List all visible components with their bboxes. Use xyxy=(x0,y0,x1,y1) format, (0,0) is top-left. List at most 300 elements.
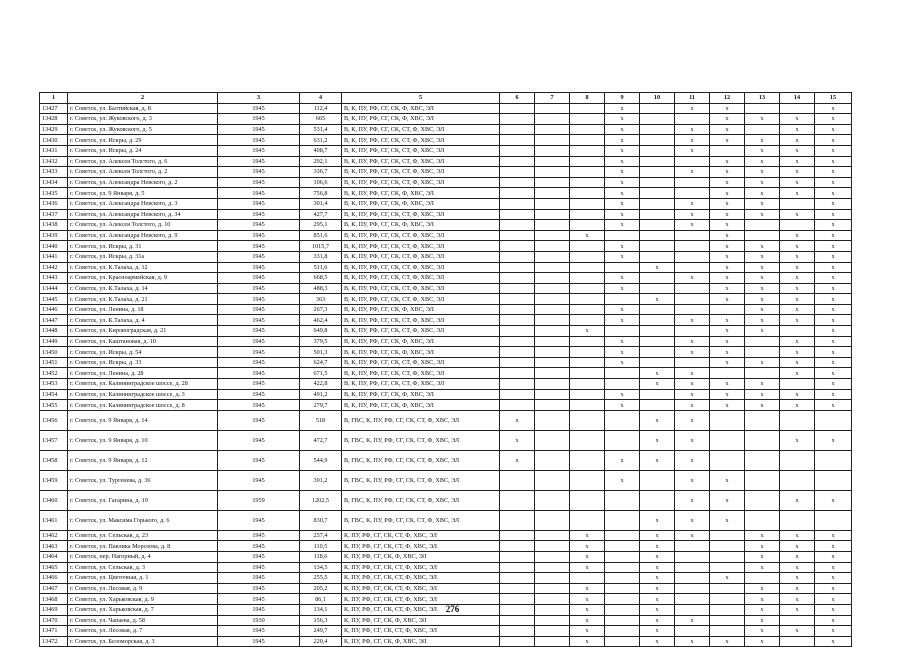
mark-cell-col-13: x xyxy=(745,304,780,315)
mark-cell-col-8 xyxy=(570,209,605,220)
mark-cell-col-7 xyxy=(535,156,570,167)
mark-cell-col-8 xyxy=(570,177,605,188)
elements-cell: В, К, ПУ, РФ, СГ, СК, СТ, Ф, ХВС, ЭЛ xyxy=(342,241,500,252)
mark-cell-col-12: x xyxy=(710,389,745,400)
mark-cell-col-7 xyxy=(535,510,570,530)
elements-cell: В, К, ПУ, РФ, СГ, СК, СТ, Ф, ХВС, ЭЛ xyxy=(342,368,500,379)
area-cell: 665 xyxy=(300,114,342,125)
elements-cell: К, ПУ, РФ, СГ, СК, Ф, ХВС, ЭЛ xyxy=(342,636,500,647)
mark-cell-col-9: x xyxy=(605,315,640,326)
mark-cell-col-6 xyxy=(500,510,535,530)
address-cell: г. Советск, ул. Цветочная, д. 1 xyxy=(68,573,218,584)
year-cell: 1945 xyxy=(218,573,300,584)
table-body xyxy=(40,103,852,647)
mark-cell-col-6: x xyxy=(500,450,535,470)
mark-cell-col-9 xyxy=(605,530,640,541)
mark-cell-col-12: x xyxy=(710,241,745,252)
column-header-6: 6 xyxy=(500,93,535,104)
year-cell: 1945 xyxy=(218,379,300,390)
mark-cell-col-10: x xyxy=(640,552,675,563)
mark-cell-col-7 xyxy=(535,124,570,135)
mark-cell-col-15: x xyxy=(815,583,852,594)
table-row xyxy=(40,470,852,490)
mark-cell-col-14 xyxy=(780,410,815,430)
mark-cell-col-6 xyxy=(500,135,535,146)
year-cell: 1945 xyxy=(218,198,300,209)
mark-cell-col-7 xyxy=(535,209,570,220)
column-header-9: 9 xyxy=(605,93,640,104)
mark-cell-col-8 xyxy=(570,283,605,294)
mark-cell-col-10 xyxy=(640,114,675,125)
mark-cell-col-12 xyxy=(710,430,745,450)
area-cell: 257,4 xyxy=(300,530,342,541)
mark-cell-col-15: x xyxy=(815,573,852,584)
mark-cell-col-7 xyxy=(535,273,570,284)
mark-cell-col-9 xyxy=(605,490,640,510)
address-cell: г. Советск, ул. К.Талаха, д. 14 xyxy=(68,283,218,294)
mark-cell-col-14: x xyxy=(780,604,815,615)
mark-cell-col-13: x xyxy=(745,156,780,167)
mark-cell-col-14 xyxy=(780,326,815,337)
mark-cell-col-12: x xyxy=(710,315,745,326)
address-cell: г. Советск, ул. Алексея Толстого, д. 6 xyxy=(68,156,218,167)
year-cell: 1945 xyxy=(218,220,300,231)
address-cell: г. Советск, ул. Тургенева, д. 36 xyxy=(68,470,218,490)
mark-cell-col-9 xyxy=(605,262,640,273)
column-header-8: 8 xyxy=(570,93,605,104)
mark-cell-col-8 xyxy=(570,241,605,252)
address-cell: г. Советск, ул. Лесовая, д. 9 xyxy=(68,583,218,594)
mark-cell-col-15: x xyxy=(815,530,852,541)
mark-cell-col-9 xyxy=(605,615,640,626)
table-row xyxy=(40,167,852,178)
mark-cell-col-12: x xyxy=(710,156,745,167)
elements-cell: В, К, ПУ, РФ, СГ, СК, СТ, Ф, ХВС, ЭЛ xyxy=(342,379,500,390)
row-id: 13467 xyxy=(40,583,68,594)
mark-cell-col-8 xyxy=(570,450,605,470)
mark-cell-col-10 xyxy=(640,188,675,199)
mark-cell-col-8: x xyxy=(570,541,605,552)
elements-cell: В, К, ПУ, РФ, СГ, СК, Ф, ХВС, ЭЛ xyxy=(342,114,500,125)
mark-cell-col-6 xyxy=(500,594,535,605)
mark-cell-col-13: x xyxy=(745,177,780,188)
elements-cell: В, ГВС, К, ПУ, РФ, СГ, СК, СТ, Ф, ХВС, ЭЛ xyxy=(342,410,500,430)
mark-cell-col-7 xyxy=(535,389,570,400)
mark-cell-col-7 xyxy=(535,573,570,584)
mark-cell-col-13 xyxy=(745,573,780,584)
mark-cell-col-15: x xyxy=(815,636,852,647)
mark-cell-col-11: x xyxy=(675,273,710,284)
mark-cell-col-10 xyxy=(640,400,675,411)
address-cell: г. Советск, ул. Беломорская, д. 3 xyxy=(68,636,218,647)
elements-cell: В, ГВС, К, ПУ, РФ, СГ, СК, СТ, Ф, ХВС, ЭЛ xyxy=(342,510,500,530)
address-cell: г. Советск, ул. К.Талаха, д. 21 xyxy=(68,294,218,305)
mark-cell-col-12: x xyxy=(710,636,745,647)
mark-cell-col-15: x xyxy=(815,400,852,411)
mark-cell-col-7 xyxy=(535,198,570,209)
mark-cell-col-12: x xyxy=(710,400,745,411)
mark-cell-col-6 xyxy=(500,124,535,135)
mark-cell-col-12: x xyxy=(710,103,745,114)
mark-cell-col-10 xyxy=(640,220,675,231)
year-cell: 1945 xyxy=(218,145,300,156)
mark-cell-col-10 xyxy=(640,470,675,490)
mark-cell-col-15: x xyxy=(815,188,852,199)
mark-cell-col-8 xyxy=(570,156,605,167)
mark-cell-col-8 xyxy=(570,135,605,146)
elements-cell: К, ПУ, РФ, СГ, СК, СТ, Ф, ХВС, ЭЛ xyxy=(342,604,500,615)
year-cell: 1945 xyxy=(218,530,300,541)
mark-cell-col-11: x xyxy=(675,145,710,156)
mark-cell-col-14: x xyxy=(780,400,815,411)
year-cell: 1945 xyxy=(218,156,300,167)
mark-cell-col-14 xyxy=(780,470,815,490)
mark-cell-col-11: x xyxy=(675,510,710,530)
year-cell: 1945 xyxy=(218,135,300,146)
mark-cell-col-15: x xyxy=(815,626,852,637)
mark-cell-col-6 xyxy=(500,347,535,358)
mark-cell-col-9: x xyxy=(605,145,640,156)
mark-cell-col-15: x xyxy=(815,273,852,284)
elements-cell: В, К, ПУ, РФ, СГ, СК, СТ, Ф, ХВС, ЭЛ xyxy=(342,209,500,220)
mark-cell-col-10: x xyxy=(640,541,675,552)
mark-cell-col-14: x xyxy=(780,430,815,450)
mark-cell-col-10 xyxy=(640,209,675,220)
mark-cell-col-11 xyxy=(675,114,710,125)
area-cell: 462,4 xyxy=(300,315,342,326)
mark-cell-col-13 xyxy=(745,347,780,358)
mark-cell-col-8: x xyxy=(570,583,605,594)
year-cell: 1945 xyxy=(218,400,300,411)
year-cell: 1945 xyxy=(218,562,300,573)
year-cell: 1945 xyxy=(218,294,300,305)
mark-cell-col-12 xyxy=(710,368,745,379)
mark-cell-col-7 xyxy=(535,220,570,231)
mark-cell-col-13 xyxy=(745,490,780,510)
mark-cell-col-9 xyxy=(605,368,640,379)
area-cell: 112,4 xyxy=(300,103,342,114)
mark-cell-col-7 xyxy=(535,188,570,199)
mark-cell-col-9: x xyxy=(605,156,640,167)
mark-cell-col-10: x xyxy=(640,262,675,273)
mark-cell-col-10 xyxy=(640,315,675,326)
address-cell: г. Советск, ул. 9 Января, д. 12 xyxy=(68,450,218,470)
mark-cell-col-15: x xyxy=(815,156,852,167)
year-cell: 1945 xyxy=(218,326,300,337)
address-cell: г. Советск, ул. Александра Невского, д. 9 xyxy=(68,230,218,241)
mark-cell-col-6 xyxy=(500,389,535,400)
mark-cell-col-6 xyxy=(500,230,535,241)
mark-cell-col-15: x xyxy=(815,490,852,510)
mark-cell-col-7 xyxy=(535,626,570,637)
mark-cell-col-11 xyxy=(675,251,710,262)
mark-cell-col-9 xyxy=(605,594,640,605)
table-row xyxy=(40,315,852,326)
mark-cell-col-8: x xyxy=(570,552,605,563)
mark-cell-col-15: x xyxy=(815,379,852,390)
mark-cell-col-8 xyxy=(570,251,605,262)
mark-cell-col-11 xyxy=(675,626,710,637)
area-cell: 491,2 xyxy=(300,389,342,400)
table-row xyxy=(40,357,852,368)
mark-cell-col-8 xyxy=(570,357,605,368)
mark-cell-col-10 xyxy=(640,336,675,347)
mark-cell-col-8: x xyxy=(570,530,605,541)
mark-cell-col-7 xyxy=(535,251,570,262)
year-cell: 1930 xyxy=(218,615,300,626)
mark-cell-col-12 xyxy=(710,410,745,430)
mark-cell-col-9 xyxy=(605,562,640,573)
mark-cell-col-14 xyxy=(780,636,815,647)
mark-cell-col-10: x xyxy=(640,626,675,637)
address-cell: г. Советск, ул. Искры, д. 29 xyxy=(68,135,218,146)
address-cell: г. Советск, ул. Александра Невского, д. 2 xyxy=(68,177,218,188)
mark-cell-col-13 xyxy=(745,103,780,114)
mark-cell-col-6 xyxy=(500,114,535,125)
mark-cell-col-15: x xyxy=(815,251,852,262)
mark-cell-col-12: x xyxy=(710,510,745,530)
mark-cell-col-14: x xyxy=(780,251,815,262)
column-header-11: 11 xyxy=(675,93,710,104)
address-cell: г. Советск, ул. Каштановая, д. 10 xyxy=(68,336,218,347)
table-row xyxy=(40,198,852,209)
year-cell: 1945 xyxy=(218,450,300,470)
mark-cell-col-6 xyxy=(500,209,535,220)
mark-cell-col-14: x xyxy=(780,626,815,637)
row-id: 13469 xyxy=(40,604,68,615)
mark-cell-col-9: x xyxy=(605,273,640,284)
address-cell: г. Советск, ул. Ленина, д. 18 xyxy=(68,304,218,315)
mark-cell-col-13: x xyxy=(745,583,780,594)
year-cell: 1945 xyxy=(218,430,300,450)
table-row xyxy=(40,636,852,647)
mark-cell-col-15: x xyxy=(815,315,852,326)
table-row xyxy=(40,114,852,125)
elements-cell: В, К, ПУ, РФ, СГ, СК, СТ, Ф, ХВС, ЭЛ xyxy=(342,273,500,284)
row-id: 13456 xyxy=(40,410,68,430)
table-row xyxy=(40,583,852,594)
area-cell: 301,4 xyxy=(300,198,342,209)
row-id: 13436 xyxy=(40,198,68,209)
mark-cell-col-9: x xyxy=(605,167,640,178)
mark-cell-col-15: x xyxy=(815,220,852,231)
mark-cell-col-8 xyxy=(570,368,605,379)
mark-cell-col-10 xyxy=(640,304,675,315)
table-row xyxy=(40,450,852,470)
row-id: 13462 xyxy=(40,530,68,541)
mark-cell-col-7 xyxy=(535,583,570,594)
mark-cell-col-8 xyxy=(570,336,605,347)
mark-cell-col-15: x xyxy=(815,430,852,450)
elements-cell: К, ПУ, РФ, СГ, СК, СТ, Ф, ХВС, ЭЛ xyxy=(342,562,500,573)
mark-cell-col-10: x xyxy=(640,573,675,584)
mark-cell-col-14: x xyxy=(780,573,815,584)
address-cell: г. Советск, ул. Искры, д. 24 xyxy=(68,145,218,156)
year-cell: 1945 xyxy=(218,626,300,637)
mark-cell-col-12: x xyxy=(710,262,745,273)
year-cell: 1945 xyxy=(218,636,300,647)
mark-cell-col-8 xyxy=(570,220,605,231)
mark-cell-col-6 xyxy=(500,530,535,541)
elements-cell: В, К, ПУ, РФ, СГ, СК, СТ, Ф, ХВС, ЭЛ xyxy=(342,124,500,135)
table-row xyxy=(40,188,852,199)
mark-cell-col-8 xyxy=(570,124,605,135)
mark-cell-col-13: x xyxy=(745,562,780,573)
mark-cell-col-14: x xyxy=(780,177,815,188)
mark-cell-col-9: x xyxy=(605,400,640,411)
mark-cell-col-7 xyxy=(535,145,570,156)
mark-cell-col-14: x xyxy=(780,209,815,220)
table-row xyxy=(40,389,852,400)
mark-cell-col-15 xyxy=(815,470,852,490)
mark-cell-col-6 xyxy=(500,315,535,326)
mark-cell-col-8 xyxy=(570,315,605,326)
year-cell: 1945 xyxy=(218,209,300,220)
elements-cell: В, ГВС, К, ПУ, РФ, СГ, СК, СТ, Ф, ХВС, ЭЛ xyxy=(342,450,500,470)
column-header-5: 5 xyxy=(342,93,500,104)
mark-cell-col-8: x xyxy=(570,326,605,337)
mark-cell-col-12 xyxy=(710,562,745,573)
elements-cell: В, К, ПУ, РФ, СГ, СК, СТ, Ф, ХВС, ЭЛ xyxy=(342,326,500,337)
mark-cell-col-10 xyxy=(640,357,675,368)
mark-cell-col-9: x xyxy=(605,357,640,368)
mark-cell-col-13: x xyxy=(745,145,780,156)
mark-cell-col-11: x xyxy=(675,400,710,411)
mark-cell-col-15: x xyxy=(815,283,852,294)
mark-cell-col-14: x xyxy=(780,273,815,284)
table-row xyxy=(40,209,852,220)
mark-cell-col-10: x xyxy=(640,615,675,626)
mark-cell-col-13: x xyxy=(745,294,780,305)
mark-cell-col-10 xyxy=(640,347,675,358)
mark-cell-col-13 xyxy=(745,220,780,231)
table-row xyxy=(40,336,852,347)
area-cell: 391,2 xyxy=(300,470,342,490)
mark-cell-col-13: x xyxy=(745,530,780,541)
mark-cell-col-13: x xyxy=(745,604,780,615)
mark-cell-col-7 xyxy=(535,262,570,273)
elements-cell: К, ПУ, РФ, СГ, СК, СТ, Ф, ХВС, ЭЛ xyxy=(342,594,500,605)
mark-cell-col-9 xyxy=(605,626,640,637)
mark-cell-col-15: x xyxy=(815,198,852,209)
year-cell: 1945 xyxy=(218,177,300,188)
mark-cell-col-7 xyxy=(535,294,570,305)
mark-cell-col-8 xyxy=(570,188,605,199)
mark-cell-col-11 xyxy=(675,562,710,573)
mark-cell-col-15: x xyxy=(815,389,852,400)
mark-cell-col-11 xyxy=(675,304,710,315)
elements-cell: В, ГВС, К, ПУ, РФ, СГ, СК, СТ, Ф, ХВС, ЭЛ xyxy=(342,430,500,450)
mark-cell-col-11: x xyxy=(675,490,710,510)
mark-cell-col-7 xyxy=(535,552,570,563)
mark-cell-col-11: x xyxy=(675,315,710,326)
table-row xyxy=(40,562,852,573)
table-row xyxy=(40,368,852,379)
area-cell: 649,8 xyxy=(300,326,342,337)
mark-cell-col-14: x xyxy=(780,294,815,305)
mark-cell-col-7 xyxy=(535,103,570,114)
mark-cell-col-6 xyxy=(500,615,535,626)
row-id: 13471 xyxy=(40,626,68,637)
table-row xyxy=(40,124,852,135)
mark-cell-col-13: x xyxy=(745,541,780,552)
table-row xyxy=(40,103,852,114)
address-cell: г. Советск, ул. Калининградское шоссе, д. 3 xyxy=(68,389,218,400)
elements-cell: В, К, ПУ, РФ, СГ, СК, СТ, Ф, ХВС, ЭЛ xyxy=(342,294,500,305)
row-id: 13470 xyxy=(40,615,68,626)
mark-cell-col-7 xyxy=(535,430,570,450)
mark-cell-col-6 xyxy=(500,220,535,231)
mark-cell-col-14: x xyxy=(780,347,815,358)
mark-cell-col-11 xyxy=(675,262,710,273)
mark-cell-col-11: x xyxy=(675,410,710,430)
mark-cell-col-13 xyxy=(745,450,780,470)
mark-cell-col-8 xyxy=(570,379,605,390)
mark-cell-col-12: x xyxy=(710,251,745,262)
mark-cell-col-15: x xyxy=(815,230,852,241)
column-header-14: 14 xyxy=(780,93,815,104)
mark-cell-col-10 xyxy=(640,177,675,188)
mark-cell-col-11: x xyxy=(675,198,710,209)
mark-cell-col-11: x xyxy=(675,347,710,358)
mark-cell-col-13: x xyxy=(745,273,780,284)
mark-cell-col-10 xyxy=(640,273,675,284)
mark-cell-col-8: x xyxy=(570,230,605,241)
address-cell: г. Советск, ул. Ленина, д. 28 xyxy=(68,368,218,379)
mark-cell-col-13: x xyxy=(745,198,780,209)
table-row xyxy=(40,626,852,637)
table-row xyxy=(40,594,852,605)
mark-cell-col-12 xyxy=(710,145,745,156)
row-id: 13430 xyxy=(40,135,68,146)
mark-cell-col-7 xyxy=(535,410,570,430)
area-cell: 205,2 xyxy=(300,583,342,594)
mark-cell-col-7 xyxy=(535,530,570,541)
mark-cell-col-9: x xyxy=(605,347,640,358)
row-id: 13451 xyxy=(40,357,68,368)
mark-cell-col-9: x xyxy=(605,220,640,231)
table-row xyxy=(40,177,852,188)
row-id: 13443 xyxy=(40,273,68,284)
row-id: 13453 xyxy=(40,379,68,390)
mark-cell-col-15 xyxy=(815,410,852,430)
mark-cell-col-7 xyxy=(535,379,570,390)
mark-cell-col-11 xyxy=(675,156,710,167)
area-cell: 156,3 xyxy=(300,615,342,626)
area-cell: 668,5 xyxy=(300,273,342,284)
mark-cell-col-13 xyxy=(745,410,780,430)
mark-cell-col-8 xyxy=(570,114,605,125)
register-table xyxy=(39,92,852,647)
area-cell: 756,8 xyxy=(300,188,342,199)
mark-cell-col-8 xyxy=(570,490,605,510)
mark-cell-col-11: x xyxy=(675,615,710,626)
mark-cell-col-6 xyxy=(500,541,535,552)
mark-cell-col-14 xyxy=(780,615,815,626)
mark-cell-col-7 xyxy=(535,400,570,411)
mark-cell-col-8 xyxy=(570,198,605,209)
mark-cell-col-15: x xyxy=(815,368,852,379)
area-cell: 134,1 xyxy=(300,604,342,615)
mark-cell-col-15: x xyxy=(815,541,852,552)
table-row xyxy=(40,573,852,584)
mark-cell-col-7 xyxy=(535,336,570,347)
mark-cell-col-9: x xyxy=(605,389,640,400)
mark-cell-col-6 xyxy=(500,167,535,178)
mark-cell-col-6 xyxy=(500,400,535,411)
mark-cell-col-9: x xyxy=(605,336,640,347)
row-id: 13454 xyxy=(40,389,68,400)
